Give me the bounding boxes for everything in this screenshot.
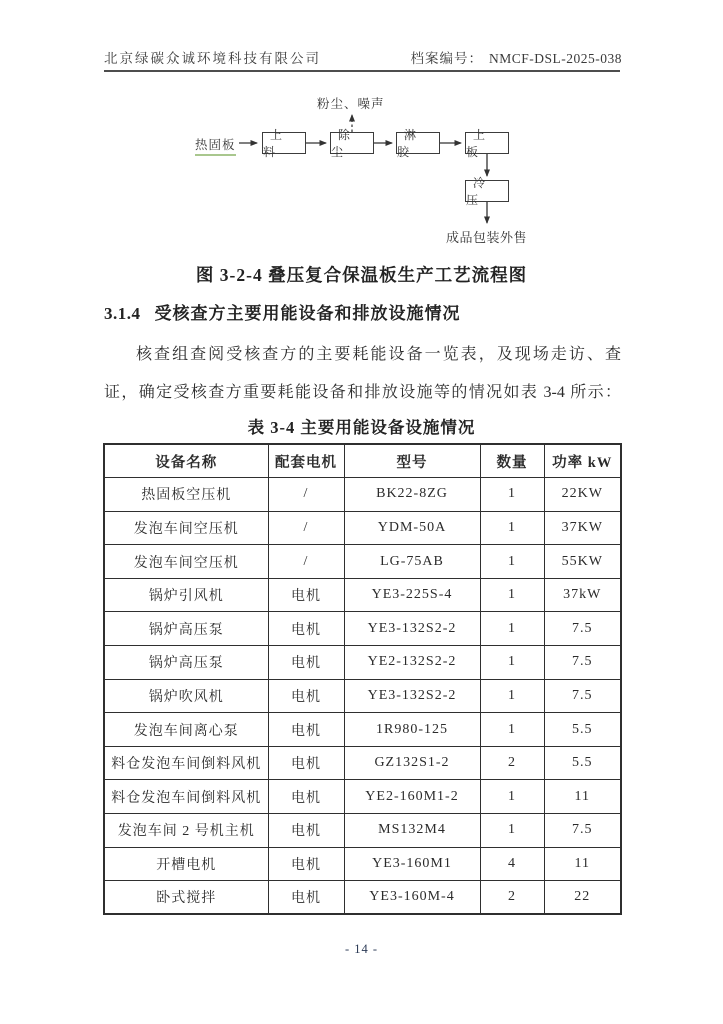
equipment-table — [103, 443, 622, 915]
col-header-power: 功率 kW — [544, 444, 621, 478]
table-cell: 7.5 — [544, 612, 621, 646]
table-cell: 1 — [480, 679, 544, 713]
flow-step-cold-press: 冷压 — [465, 180, 509, 202]
table-cell: YE3-225S-4 — [344, 578, 480, 612]
table-row — [104, 511, 621, 545]
table-row — [104, 478, 621, 512]
section-heading — [104, 299, 621, 324]
table-row — [104, 612, 621, 646]
process-flowchart — [0, 90, 723, 250]
flow-step-feeding: 上料 — [262, 132, 306, 154]
table-cell: 11 — [544, 780, 621, 814]
table-cell: 卧式搅拌 — [104, 881, 268, 915]
figure-caption: 图 3-2-4 叠压复合保温板生产工艺流程图 — [195, 265, 528, 285]
table-cell: 2 — [480, 746, 544, 780]
table-cell: 电机 — [268, 780, 344, 814]
table-row — [104, 814, 621, 848]
table-cell: 37kW — [544, 578, 621, 612]
table-cell: 2 — [480, 881, 544, 915]
table-cell: 55KW — [544, 545, 621, 579]
table-cell: YE3-160M-4 — [344, 881, 480, 915]
table-header-row — [104, 444, 621, 478]
table-cell: 电机 — [268, 746, 344, 780]
table-row — [104, 881, 621, 915]
table-cell: YDM-50A — [344, 511, 480, 545]
flow-emission-label: 粉尘、噪声 — [317, 97, 385, 111]
table-cell: 发泡车间空压机 — [104, 545, 268, 579]
table-cell: 4 — [480, 847, 544, 881]
table-cell: MS132M4 — [344, 814, 480, 848]
col-header-quantity: 数量 — [480, 444, 544, 478]
table-row — [104, 578, 621, 612]
table-cell: 电机 — [268, 814, 344, 848]
table-cell: 锅炉吹风机 — [104, 679, 268, 713]
table-cell: / — [268, 478, 344, 512]
table-cell: 发泡车间离心泵 — [104, 713, 268, 747]
table-cell: 37KW — [544, 511, 621, 545]
flow-arrows — [0, 90, 723, 250]
table-cell: 1 — [480, 646, 544, 680]
table-cell: YE3-132S2-2 — [344, 679, 480, 713]
table-caption: 表 3-4 主要用能设备设施情况 — [247, 418, 476, 437]
section-title: 受核查方主要用能设备和排放设施情况 — [154, 304, 461, 323]
table-cell: 1 — [480, 713, 544, 747]
table-cell: 1 — [480, 511, 544, 545]
table-cell: 电机 — [268, 881, 344, 915]
archive-value: NMCF-DSL-2025-038 — [488, 51, 622, 66]
table-cell: 电机 — [268, 578, 344, 612]
header-archive-number — [410, 47, 622, 67]
table-row — [104, 780, 621, 814]
table-cell: GZ132S1-2 — [344, 746, 480, 780]
archive-label: 档案编号： — [410, 51, 483, 66]
table-cell: 7.5 — [544, 814, 621, 848]
table-row — [104, 646, 621, 680]
table-cell: YE2-160M1-2 — [344, 780, 480, 814]
table-cell: 1 — [480, 612, 544, 646]
table-row — [104, 847, 621, 881]
table-cell: 电机 — [268, 612, 344, 646]
table-cell: 22 — [544, 881, 621, 915]
table-cell: 热固板空压机 — [104, 478, 268, 512]
table-cell: 锅炉引风机 — [104, 578, 268, 612]
table-row — [104, 545, 621, 579]
equipment-table-body — [104, 478, 621, 915]
table-cell: 锅炉高压泵 — [104, 612, 268, 646]
table-cell: 锅炉高压泵 — [104, 646, 268, 680]
table-cell: 开槽电机 — [104, 847, 268, 881]
table-cell: 22KW — [544, 478, 621, 512]
col-header-model: 型号 — [344, 444, 480, 478]
table-cell: 1 — [480, 478, 544, 512]
flow-step-boarding: 上板 — [465, 132, 509, 154]
table-cell: YE2-132S2-2 — [344, 646, 480, 680]
table-cell: BK22-8ZG — [344, 478, 480, 512]
table-cell: LG-75AB — [344, 545, 480, 579]
table-cell: 7.5 — [544, 646, 621, 680]
flow-step-gluing: 淋胶 — [396, 132, 440, 154]
table-row — [104, 679, 621, 713]
table-cell: 7.5 — [544, 679, 621, 713]
flow-output-label: 成品包装外售 — [446, 230, 528, 245]
table-cell: 电机 — [268, 847, 344, 881]
table-cell: 1R980-125 — [344, 713, 480, 747]
table-row — [104, 746, 621, 780]
table-cell: / — [268, 545, 344, 579]
table-cell: 5.5 — [544, 746, 621, 780]
table-cell: 1 — [480, 814, 544, 848]
header-company-name: 北京绿碳众诚环境科技有限公司 — [104, 51, 321, 66]
table-cell: 1 — [480, 780, 544, 814]
table-cell: / — [268, 511, 344, 545]
table-cell: 电机 — [268, 646, 344, 680]
col-header-device-name: 设备名称 — [104, 444, 268, 478]
table-cell: 1 — [480, 545, 544, 579]
flow-input-label: 热固板 — [195, 135, 236, 156]
table-cell: 发泡车间 2 号机主机 — [104, 814, 268, 848]
table-cell: YE3-160M1 — [344, 847, 480, 881]
table-cell: YE3-132S2-2 — [344, 612, 480, 646]
table-cell: 电机 — [268, 679, 344, 713]
paragraph-line: 证，确定受核查方重要耗能设备和排放设施等的情况如表 3-4 所示： — [104, 384, 621, 401]
header-rule — [104, 70, 620, 72]
body-paragraph — [104, 336, 621, 412]
table-cell: 发泡车间空压机 — [104, 511, 268, 545]
table-row — [104, 713, 621, 747]
table-cell: 5.5 — [544, 713, 621, 747]
table-cell: 料仓发泡车间倒料风机 — [104, 780, 268, 814]
paragraph-line: 核查组查阅受核查方的主要耗能设备一览表，及现场走访、查 — [136, 346, 621, 363]
table-cell: 1 — [480, 578, 544, 612]
table-cell: 11 — [544, 847, 621, 881]
table-cell: 电机 — [268, 713, 344, 747]
table-cell: 料仓发泡车间倒料风机 — [104, 746, 268, 780]
col-header-motor: 配套电机 — [268, 444, 344, 478]
flow-step-dedusting: 除尘 — [330, 132, 374, 154]
page-number: - 14 - — [344, 942, 379, 956]
section-number: 3.1.4 — [104, 304, 141, 323]
